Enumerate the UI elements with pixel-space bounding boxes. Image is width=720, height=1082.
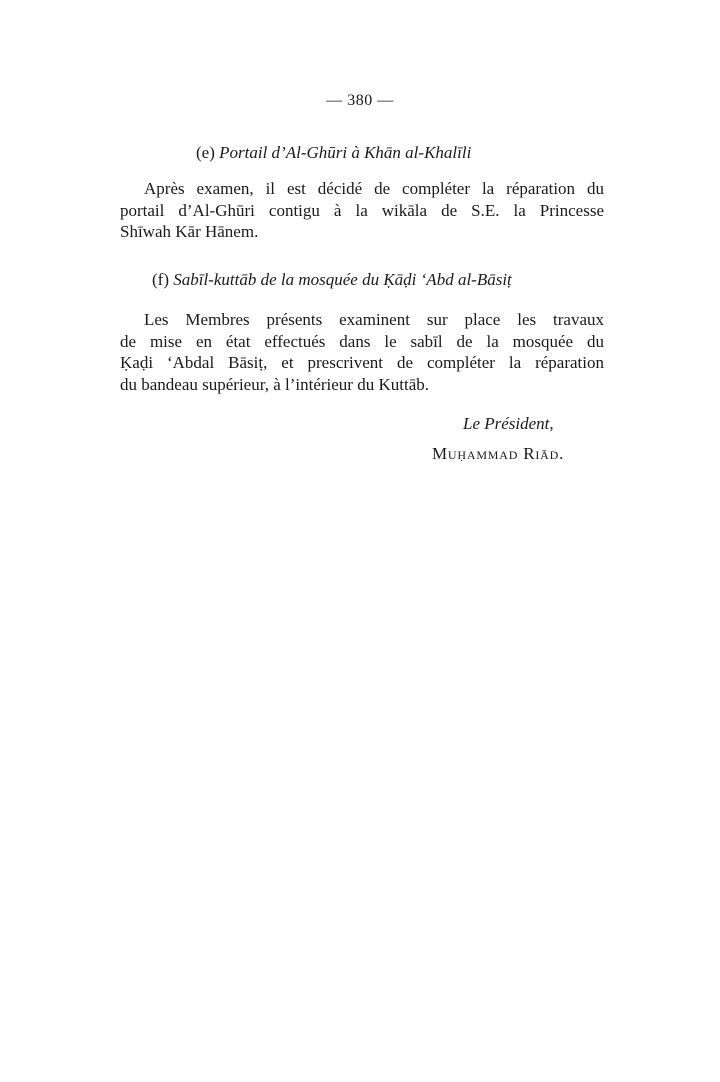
page-number: — 380 —	[326, 92, 394, 109]
section-f-heading	[152, 270, 512, 290]
section-f-marker: (f)	[152, 270, 169, 289]
section-e-paragraph	[120, 178, 604, 243]
section-e-title: Portail d’Al-Ghūri à Khān al-Khalīli	[219, 143, 472, 162]
paragraph-line: du bandeau supérieur, à l’intérieur du Kuttāb.	[120, 374, 429, 394]
paragraph-line: Ḳaḍi ‘Abdal Bāsiṭ, et prescrivent de compléter la réparation	[120, 353, 604, 372]
paragraph-line: Les Membres présents examinent sur place les travaux	[144, 310, 604, 329]
signature-title: Le Président,	[463, 414, 554, 433]
section-e-heading	[196, 143, 471, 163]
paragraph-line: portail d’Al-Ghūri contigu à la wikāla de S.E. la Princesse	[120, 200, 604, 220]
section-f-title: Sabīl-kuttāb de la mosquée du Ḳāḍi ‘Abd al-Bāsiṭ	[173, 270, 512, 289]
paragraph-line: Après examen, il est décidé de compléter la réparation du	[144, 179, 604, 198]
section-f-paragraph	[120, 309, 604, 395]
paragraph-line: de mise en état effectués dans le sabīl de la mosquée du	[120, 331, 604, 351]
signature-name: Muḥammad Riād.	[432, 444, 565, 463]
paragraph-line: Shīwah Kār Hānem.	[120, 222, 259, 241]
section-e-marker: (e)	[196, 143, 215, 162]
